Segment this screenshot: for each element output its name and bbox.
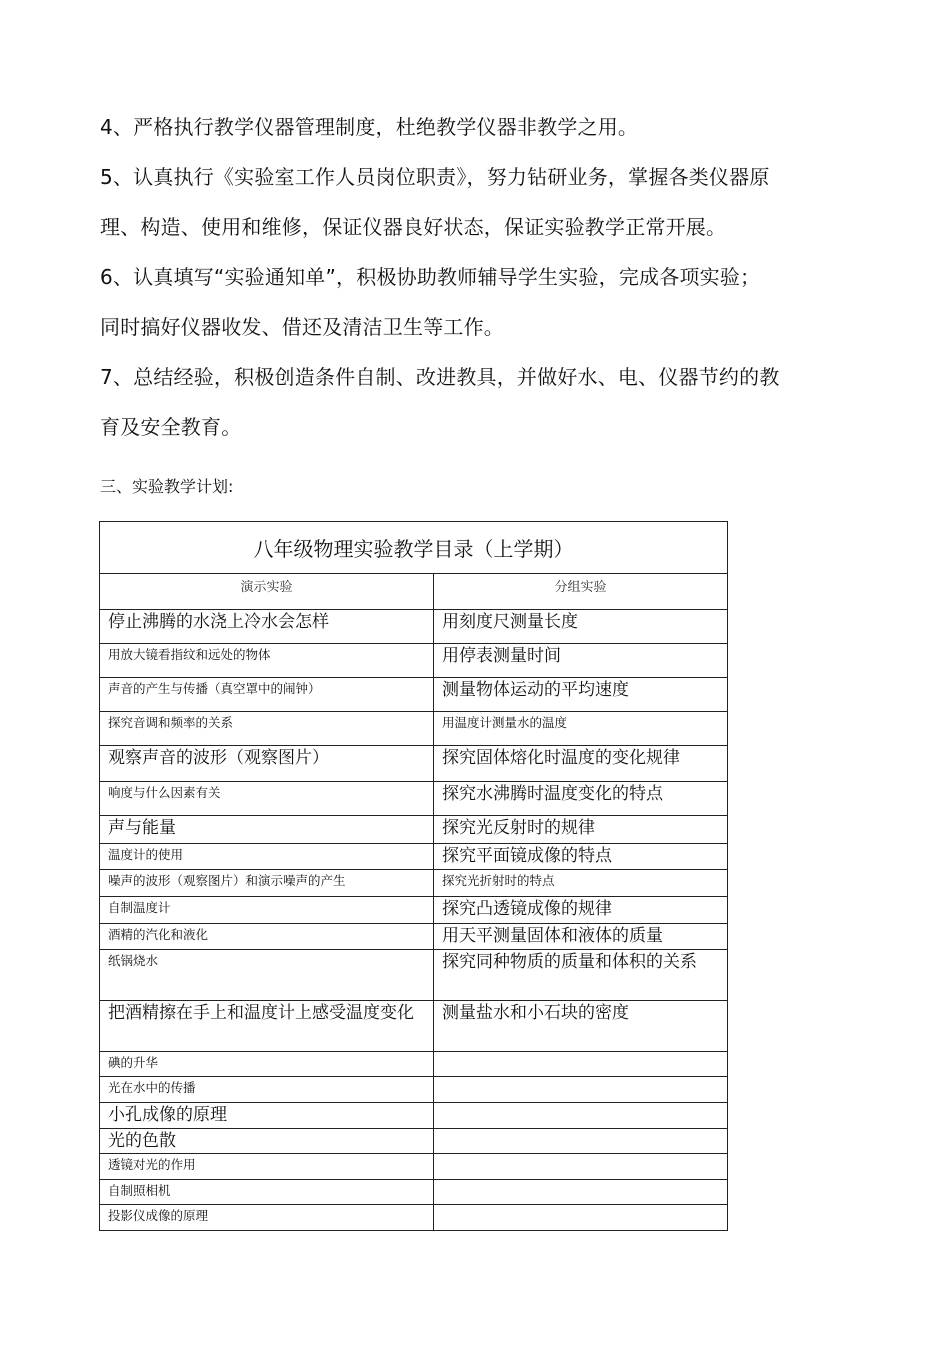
- demo-experiment-cell: 酒精的汽化和液化: [100, 924, 434, 950]
- table-row: [100, 1129, 728, 1154]
- table-title: 八年级物理实验教学目录（上学期）: [100, 522, 728, 574]
- table-row: [100, 870, 728, 897]
- table-row: [100, 1103, 728, 1129]
- table-row: [100, 712, 728, 746]
- table-row: [100, 1180, 728, 1205]
- table-row: [100, 844, 728, 870]
- demo-experiment-cell: 声音的产生与传播（真空罩中的闹钟）: [100, 678, 434, 712]
- group-experiment-cell: 用刻度尺测量长度: [434, 610, 728, 644]
- paragraph-line: 育及安全教育。: [100, 415, 242, 439]
- table-row: [100, 644, 728, 678]
- demo-experiment-cell: 探究音调和频率的关系: [100, 712, 434, 746]
- table-row: [100, 816, 728, 844]
- demo-experiment-cell: 噪声的波形（观察图片）和演示噪声的产生: [100, 870, 434, 897]
- demo-experiment-cell: 停止沸腾的水浇上冷水会怎样: [100, 610, 434, 644]
- group-experiment-cell: 测量物体运动的平均速度: [434, 678, 728, 712]
- table-row: [100, 678, 728, 712]
- group-experiment-cell: [434, 1205, 728, 1231]
- demo-experiment-cell: 自制温度计: [100, 897, 434, 924]
- demo-experiment-cell: 光的色散: [100, 1129, 434, 1154]
- paragraph-line: 7、总结经验，积极创造条件自制、改进教具，并做好水、电、仪器节约的教: [100, 365, 780, 389]
- demo-experiment-cell: 投影仪成像的原理: [100, 1205, 434, 1231]
- paragraph-line: 同时搞好仪器收发、借还及清洁卫生等工作。: [100, 315, 504, 339]
- table-row: [100, 746, 728, 782]
- demo-experiment-cell: 碘的升华: [100, 1052, 434, 1077]
- group-experiment-cell: [434, 1052, 728, 1077]
- demo-experiment-cell: 用放大镜看指纹和远处的物体: [100, 644, 434, 678]
- demo-experiment-cell: 透镜对光的作用: [100, 1154, 434, 1180]
- demo-experiment-cell: 把酒精擦在手上和温度计上感受温度变化: [100, 1001, 434, 1052]
- section-heading: 三、实验教学计划:: [100, 477, 234, 496]
- demo-experiment-cell: 响度与什么因素有关: [100, 782, 434, 816]
- table-header-row: [100, 574, 728, 610]
- paragraph-line: 4、严格执行教学仪器管理制度，杜绝教学仪器非教学之用。: [100, 115, 639, 139]
- group-experiment-cell: 探究同种物质的质量和体积的关系: [434, 950, 728, 1001]
- group-experiment-cell: [434, 1129, 728, 1154]
- demo-experiment-cell: 声与能量: [100, 816, 434, 844]
- group-experiment-cell: 探究平面镜成像的特点: [434, 844, 728, 870]
- paragraph-line: 5、认真执行《实验室工作人员岗位职责》，努力钻研业务，掌握各类仪器原: [100, 165, 770, 189]
- paragraph-line: 理、构造、使用和维修，保证仪器良好状态，保证实验教学正常开展。: [100, 215, 727, 239]
- group-experiment-cell: 探究光折射时的特点: [434, 870, 728, 897]
- demo-experiment-cell: 温度计的使用: [100, 844, 434, 870]
- group-experiment-cell: 探究光反射时的规律: [434, 816, 728, 844]
- group-experiment-cell: [434, 1077, 728, 1103]
- demo-experiment-cell: 观察声音的波形（观察图片）: [100, 746, 434, 782]
- group-experiment-cell: [434, 1180, 728, 1205]
- group-experiment-cell: 用温度计测量水的温度: [434, 712, 728, 746]
- table-row: [100, 1077, 728, 1103]
- table-row: [100, 610, 728, 644]
- column-header-group: 分组实验: [434, 574, 728, 610]
- table-row: [100, 1154, 728, 1180]
- group-experiment-cell: 探究凸透镜成像的规律: [434, 897, 728, 924]
- group-experiment-cell: 用停表测量时间: [434, 644, 728, 678]
- group-experiment-cell: [434, 1103, 728, 1129]
- table-row: [100, 1205, 728, 1231]
- group-experiment-cell: [434, 1154, 728, 1180]
- group-experiment-cell: 探究固体熔化时温度的变化规律: [434, 746, 728, 782]
- group-experiment-cell: 用天平测量固体和液体的质量: [434, 924, 728, 950]
- table-row: [100, 924, 728, 950]
- group-experiment-cell: 探究水沸腾时温度变化的特点: [434, 782, 728, 816]
- table-row: [100, 950, 728, 1001]
- paragraph-line: 6、认真填写“实验通知单”，积极协助教师辅导学生实验，完成各项实验；: [100, 265, 761, 289]
- demo-experiment-cell: 小孔成像的原理: [100, 1103, 434, 1129]
- table-row: [100, 897, 728, 924]
- experiment-plan-table: [99, 521, 728, 1231]
- demo-experiment-cell: 自制照相机: [100, 1180, 434, 1205]
- group-experiment-cell: 测量盐水和小石块的密度: [434, 1001, 728, 1052]
- table-row: [100, 1052, 728, 1077]
- demo-experiment-cell: 光在水中的传播: [100, 1077, 434, 1103]
- column-header-demo: 演示实验: [100, 574, 434, 610]
- table-title-row: [100, 522, 728, 574]
- table-row: [100, 782, 728, 816]
- table-row: [100, 1001, 728, 1052]
- demo-experiment-cell: 纸锅烧水: [100, 950, 434, 1001]
